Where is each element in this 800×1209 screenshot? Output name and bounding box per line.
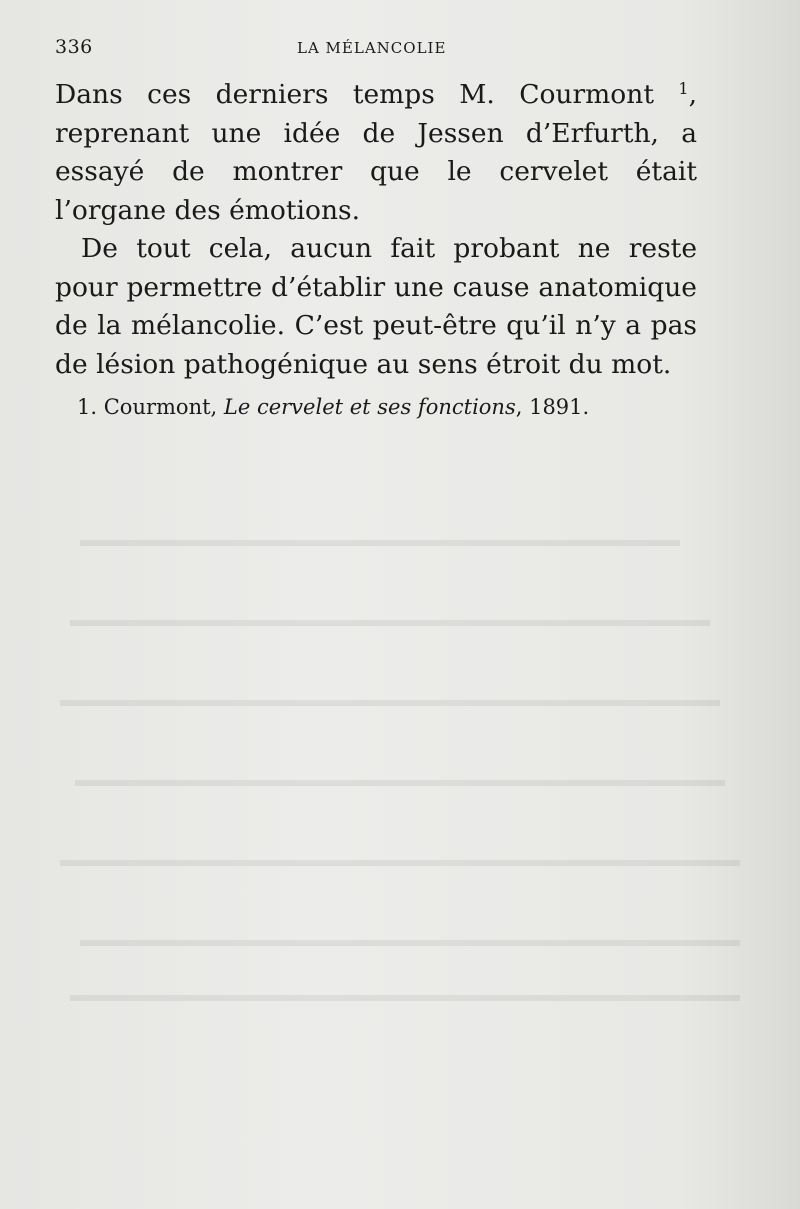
footnote-number: 1. (77, 395, 98, 419)
footnote-year: , 1891. (515, 395, 590, 419)
paragraph-1-text: Dans ces derniers temps M. Courmont (55, 79, 654, 110)
page-header (55, 36, 695, 64)
footnote-title: Le cervelet et ses fonctions (223, 395, 516, 419)
page-number: 336 (55, 36, 93, 58)
paragraph-2: De tout cela, aucun fait probant ne reste pour permettre d’établir une cause anatomique de la mélancolie. C’est peut-être qu’il n’y a pas de lésion pathogénique au sens étroit du mot. (55, 233, 697, 380)
paragraph-1-continuation: , reprenant une idée de Jessen d’Erfurth, a essayé de montrer que le cervelet était l’organe des émotions. (55, 79, 697, 226)
running-title: LA MÉLANCOLIE (297, 39, 447, 57)
body-text (55, 76, 697, 384)
footnote-author: Courmont, (103, 395, 218, 419)
paragraph-1 (55, 76, 697, 230)
footnote (77, 392, 589, 422)
footnote-reference[interactable]: 1 (678, 79, 689, 98)
